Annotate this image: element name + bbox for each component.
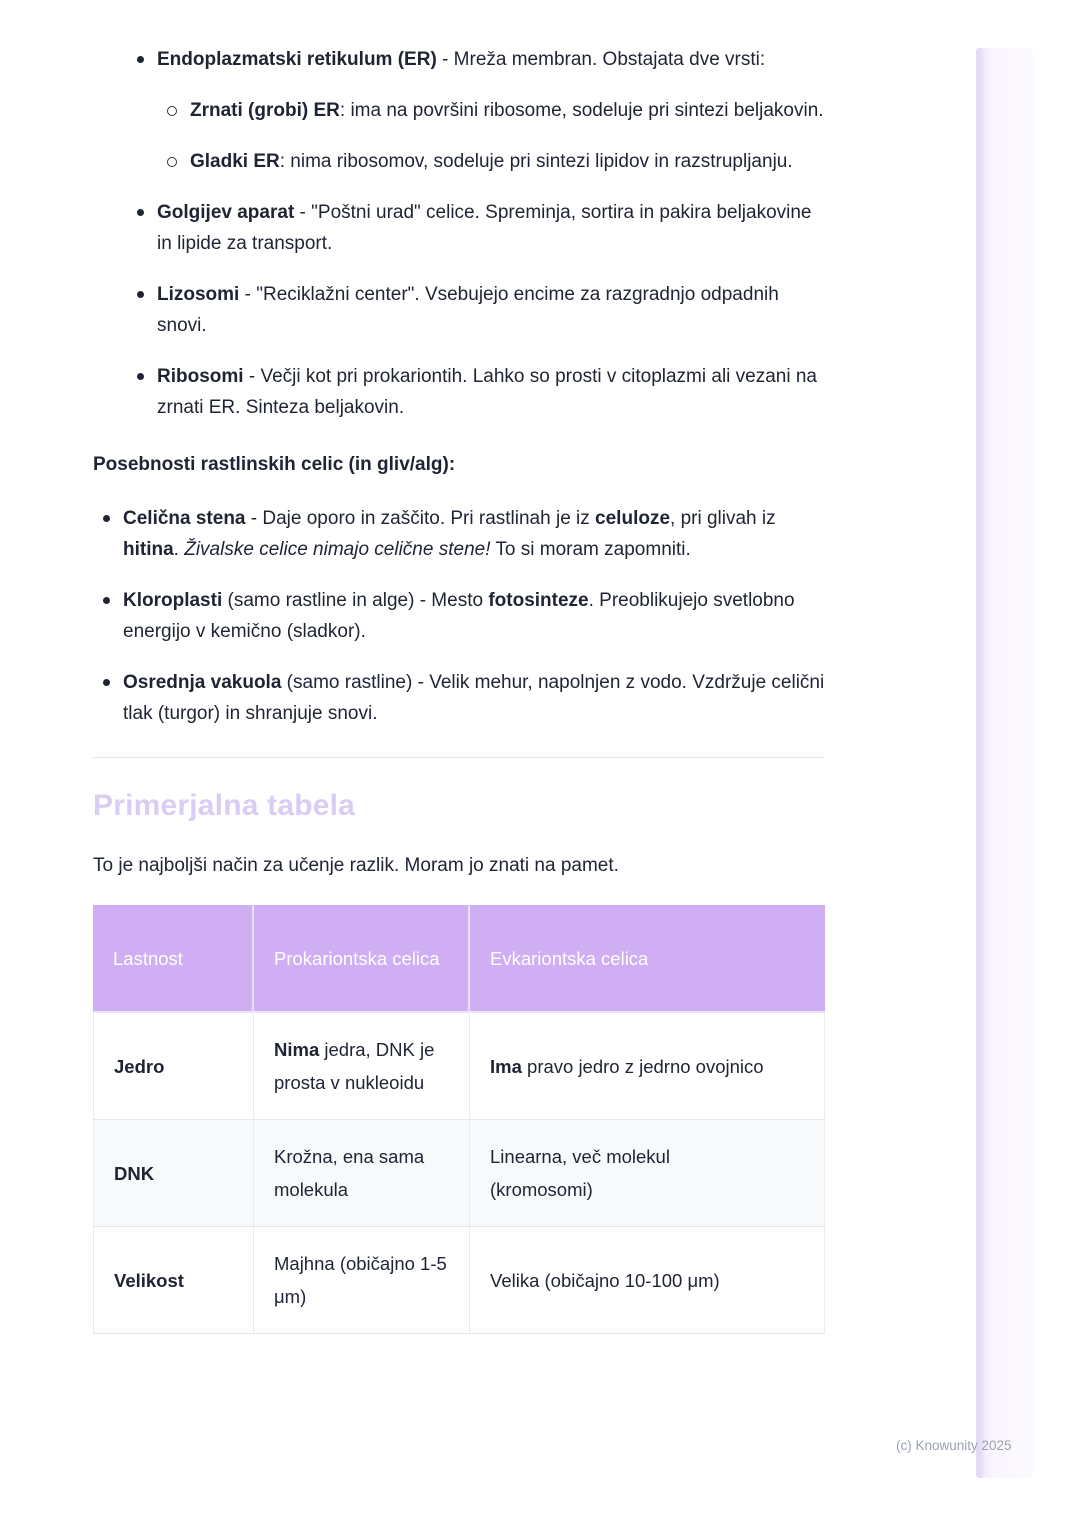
text-segment: Kloroplasti xyxy=(123,590,223,611)
text-segment: - "Poštni urad" celice. Spreminja, sortira in pakira beljakovine in lipide za transport. xyxy=(157,202,812,254)
prokaryote-cell xyxy=(254,1227,470,1334)
list-item-text xyxy=(157,44,825,75)
bullet-icon xyxy=(103,585,123,647)
text-segment: - Mreža membran. Obstajata dve vrsti: xyxy=(436,49,766,70)
list-item xyxy=(103,667,825,729)
text-segment: To si moram zapomniti. xyxy=(490,539,691,560)
header-lastnost: Lastnost xyxy=(93,905,254,1013)
text-segment: Velika (običajno 10-100 μm) xyxy=(490,1269,720,1291)
text-segment: : ima na površini ribosome, sodeluje pri sintezi beljakovin. xyxy=(339,100,824,121)
text-segment: (samo rastline in alge) - Mesto xyxy=(222,590,489,611)
comparison-table-body xyxy=(93,1013,825,1334)
bullet-icon xyxy=(137,279,157,341)
prokaryote-cell xyxy=(254,1120,470,1227)
plant-features-list xyxy=(93,503,825,729)
table-row xyxy=(93,1120,825,1227)
text-segment: Ribosomi xyxy=(157,366,244,387)
circle-bullet-icon xyxy=(167,146,190,177)
header-prokariontska-celica: Prokariontska celica xyxy=(254,905,470,1013)
list-item xyxy=(103,503,825,565)
text-segment: Endoplazmatski retikulum (ER) xyxy=(157,49,437,70)
list-item-text xyxy=(123,585,825,647)
eukaryote-cell xyxy=(470,1013,825,1120)
list-item-text xyxy=(123,667,825,729)
text-segment: Živalske celice nimajo celične stene! xyxy=(184,539,491,560)
table-header-row xyxy=(93,905,825,1013)
bullet-icon xyxy=(137,197,157,259)
list-item xyxy=(167,95,825,126)
text-segment: , pri glivah iz xyxy=(670,508,776,529)
text-segment: pravo jedro z jedrno ovojnico xyxy=(521,1055,764,1077)
text-segment: . xyxy=(173,539,185,560)
bullet-icon xyxy=(137,361,157,423)
organelles-list xyxy=(93,44,825,423)
table-header xyxy=(93,905,825,1013)
list-item-text xyxy=(123,503,825,565)
section-divider xyxy=(93,757,825,758)
text-segment: - Daje oporo in zaščito. Pri rastlinah je iz xyxy=(245,508,596,529)
text-segment: hitina xyxy=(123,539,174,560)
text-segment: fotosinteze xyxy=(488,590,589,611)
text-segment: Golgijev aparat xyxy=(157,202,295,223)
eukaryote-cell xyxy=(470,1227,825,1334)
bullet-icon xyxy=(103,667,123,729)
prokaryote-cell xyxy=(254,1013,470,1120)
row-label-cell: DNK xyxy=(93,1120,254,1227)
bullet-icon xyxy=(103,503,123,565)
text-segment: jedra, DNK je prosta v nukleoidu xyxy=(274,1039,435,1093)
bullet-icon xyxy=(137,44,157,75)
section-title: Primerjalna tabela xyxy=(93,789,356,822)
text-segment: Ima xyxy=(490,1055,522,1077)
text-segment: Lizosomi xyxy=(157,284,240,305)
plant-cells-subheading: Posebnosti rastlinskih celic (in gliv/alg): xyxy=(93,454,456,475)
text-segment: - "Reciklažni center". Vsebujejo encime za razgradnjo odpadnih snovi. xyxy=(157,284,779,336)
table-row xyxy=(93,1227,825,1334)
list-item xyxy=(137,279,825,341)
list-item-text xyxy=(190,146,825,177)
list-item-text xyxy=(157,197,825,259)
copyright-text: (c) Knowunity 2025 xyxy=(896,1438,1012,1453)
text-segment: Gladki ER xyxy=(190,151,280,172)
list-item xyxy=(137,361,825,423)
text-segment: : nima ribosomov, sodeluje pri sintezi lipidov in razstrupljanju. xyxy=(279,151,793,172)
circle-bullet-icon xyxy=(167,95,190,126)
text-segment: Majhna (običajno 1-5 μm) xyxy=(274,1253,447,1307)
text-segment: Osrednja vakuola xyxy=(123,672,282,693)
note-content xyxy=(93,44,825,1334)
text-segment: Nima xyxy=(274,1039,320,1060)
row-label-cell: Jedro xyxy=(93,1013,254,1120)
eukaryote-cell xyxy=(470,1120,825,1227)
text-segment: Krožna, ena sama molekula xyxy=(274,1146,425,1200)
text-segment: (samo rastline) - Velik mehur, napolnjen z vodo. Vzdržuje celični tlak (turgor) in shranjuje snovi. xyxy=(123,672,825,724)
list-item xyxy=(167,146,825,177)
list-item-text xyxy=(190,95,825,126)
page-edge-strip xyxy=(976,48,1033,1478)
text-segment: Celična stena xyxy=(123,508,246,529)
text-segment: Linearna, več molekul xyxy=(490,1146,670,1167)
comparison-table xyxy=(93,905,825,1334)
text-segment: - Večji kot pri prokariontih. Lahko so prosti v citoplazmi ali vezani na zrnati ER. Sinteza beljakovin. xyxy=(157,366,817,418)
text-segment: celuloze xyxy=(595,508,671,529)
table-intro-text: To je najboljši način za učenje razlik. Moram jo znati na pamet. xyxy=(93,855,619,876)
list-item-text xyxy=(157,361,825,423)
text-segment: . Preoblikujejo svetlobno energijo v kemično (sladkor). xyxy=(123,590,795,642)
list-item xyxy=(137,197,825,259)
text-segment: Zrnati (grobi) ER xyxy=(190,100,340,121)
text-segment: (kromosomi) xyxy=(490,1179,593,1200)
table-row xyxy=(93,1013,825,1120)
list-item xyxy=(103,585,825,647)
header-evkariontska-celica: Evkariontska celica xyxy=(470,905,825,1013)
list-item-text xyxy=(157,279,825,341)
row-label-cell: Velikost xyxy=(93,1227,254,1334)
list-item xyxy=(137,44,825,75)
